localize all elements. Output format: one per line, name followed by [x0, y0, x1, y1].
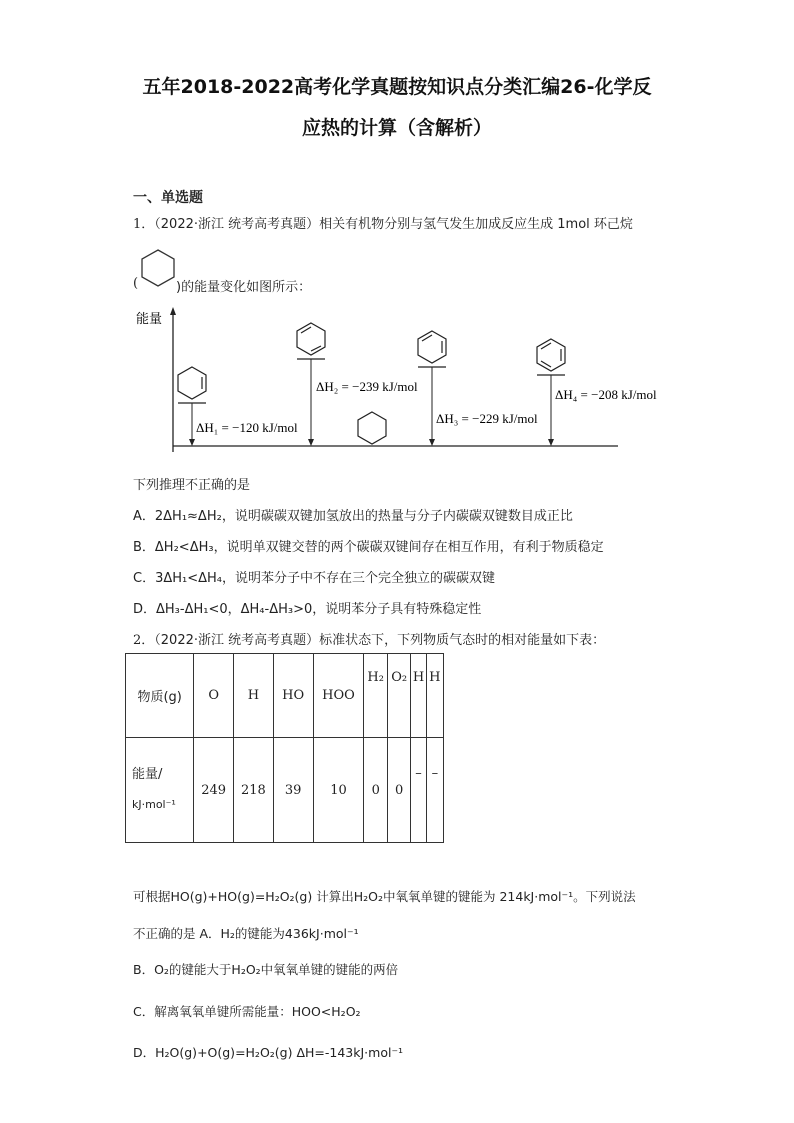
- axis-label: 能量: [136, 312, 163, 327]
- cyclohexane-icon: [358, 412, 386, 444]
- table-cell: H: [426, 654, 443, 738]
- table-cell: 10: [313, 738, 364, 843]
- delta-h3-label: ΔH₃ = −229 kJ/mol: [436, 411, 538, 426]
- energy-diagram: [130, 305, 690, 465]
- table-cell: –: [426, 738, 443, 843]
- table-cell: O: [194, 654, 234, 738]
- question-source: （2022·浙江 统考高考真题）: [154, 217, 320, 232]
- question-2-stem: [133, 629, 605, 648]
- table-cell: H: [234, 654, 274, 738]
- row-label-a: 能量/: [132, 767, 163, 782]
- question-2-option-b: B．O₂的键能大于H₂O₂中氧氧单键的键能的两倍: [133, 962, 399, 977]
- delta-h2-label: ΔH₂ = −239 kJ/mol: [316, 379, 418, 394]
- cyclohexadiene-13-level: [418, 331, 538, 446]
- table-cell: H: [411, 654, 426, 738]
- delta-h1-label: ΔH₁ = −120 kJ/mol: [196, 420, 298, 435]
- table-cell: 39: [273, 738, 313, 843]
- question-source: （2022·浙江 统考高考真题）: [154, 633, 320, 648]
- question-1-ask: 下列推理不正确的是: [133, 478, 251, 493]
- axis-arrowhead: [170, 307, 176, 315]
- cyclohexane-structure: [138, 248, 178, 288]
- table-cell: HO: [273, 654, 313, 738]
- option-a: A．2ΔH₁≈ΔH₂，说明碳碳双键加氢放出的热量与分子内碳碳双键数目成正比: [133, 509, 573, 524]
- energy-table: [125, 653, 444, 843]
- cyclohexene-level: [178, 367, 298, 446]
- table-cell: 0: [387, 738, 410, 843]
- page-title: 五年2018-2022高考化学真题按知识点分类汇编26-化学反: [142, 76, 652, 98]
- question-number: 1．: [133, 217, 155, 232]
- table-cell: O₂: [387, 654, 410, 738]
- table-row: [126, 654, 444, 738]
- question-2-option-a: 不正确的是 A．H₂的键能为436kJ·mol⁻¹: [133, 926, 359, 941]
- question-number: 2．: [133, 633, 155, 648]
- question-2-option-c: C．解离氧氧单键所需能量：HOO<H₂O₂: [133, 1004, 361, 1019]
- row-label-b: kJ·mol⁻¹: [132, 798, 176, 811]
- table-cell: 0: [364, 738, 387, 843]
- table-cell: H₂: [364, 654, 387, 738]
- section-heading: 一、单选题: [133, 190, 203, 206]
- table-cell: 物质(g): [126, 654, 194, 738]
- table-cell: 218: [234, 738, 274, 843]
- benzene-level: [537, 339, 657, 446]
- question-text: 相关有机物分别与氢气发生加成反应生成 1mol 环己烷: [319, 217, 633, 232]
- option-b: B．ΔH₂<ΔH₃，说明单双键交替的两个碳碳双键间存在相互作用，有利于物质稳定: [133, 540, 604, 555]
- option-d: D．ΔH₃-ΔH₁<0，ΔH₄-ΔH₃>0，说明苯分子具有特殊稳定性: [133, 602, 482, 617]
- table-cell: HOO: [313, 654, 364, 738]
- question-2-option-d: D．H₂O(g)+O(g)=H₂O₂(g) ΔH=-143kJ·mol⁻¹: [133, 1045, 404, 1060]
- question-1-stem: [133, 213, 633, 232]
- table-cell: 249: [194, 738, 234, 843]
- page-title-line2: 应热的计算（含解析）: [301, 117, 492, 139]
- option-c: C．3ΔH₁<ΔH₄，说明苯分子中不存在三个完全独立的碳碳双键: [133, 571, 496, 586]
- question-text: 标准状态下，下列物质气态时的相对能量如下表：: [319, 633, 606, 648]
- question-1-stem-tail: )的能量变化如图所示：: [176, 280, 312, 295]
- paren-open: (: [133, 276, 139, 291]
- table-cell: –: [411, 738, 426, 843]
- question-2-text: 可根据HO(g)+HO(g)=H₂O₂(g) 计算出H₂O₂中氧氧单键的键能为 214kJ·mol⁻¹。下列说法: [133, 889, 636, 904]
- table-row: [126, 738, 444, 843]
- table-cell: [126, 738, 194, 843]
- delta-h4-label: ΔH₄ = −208 kJ/mol: [555, 387, 657, 402]
